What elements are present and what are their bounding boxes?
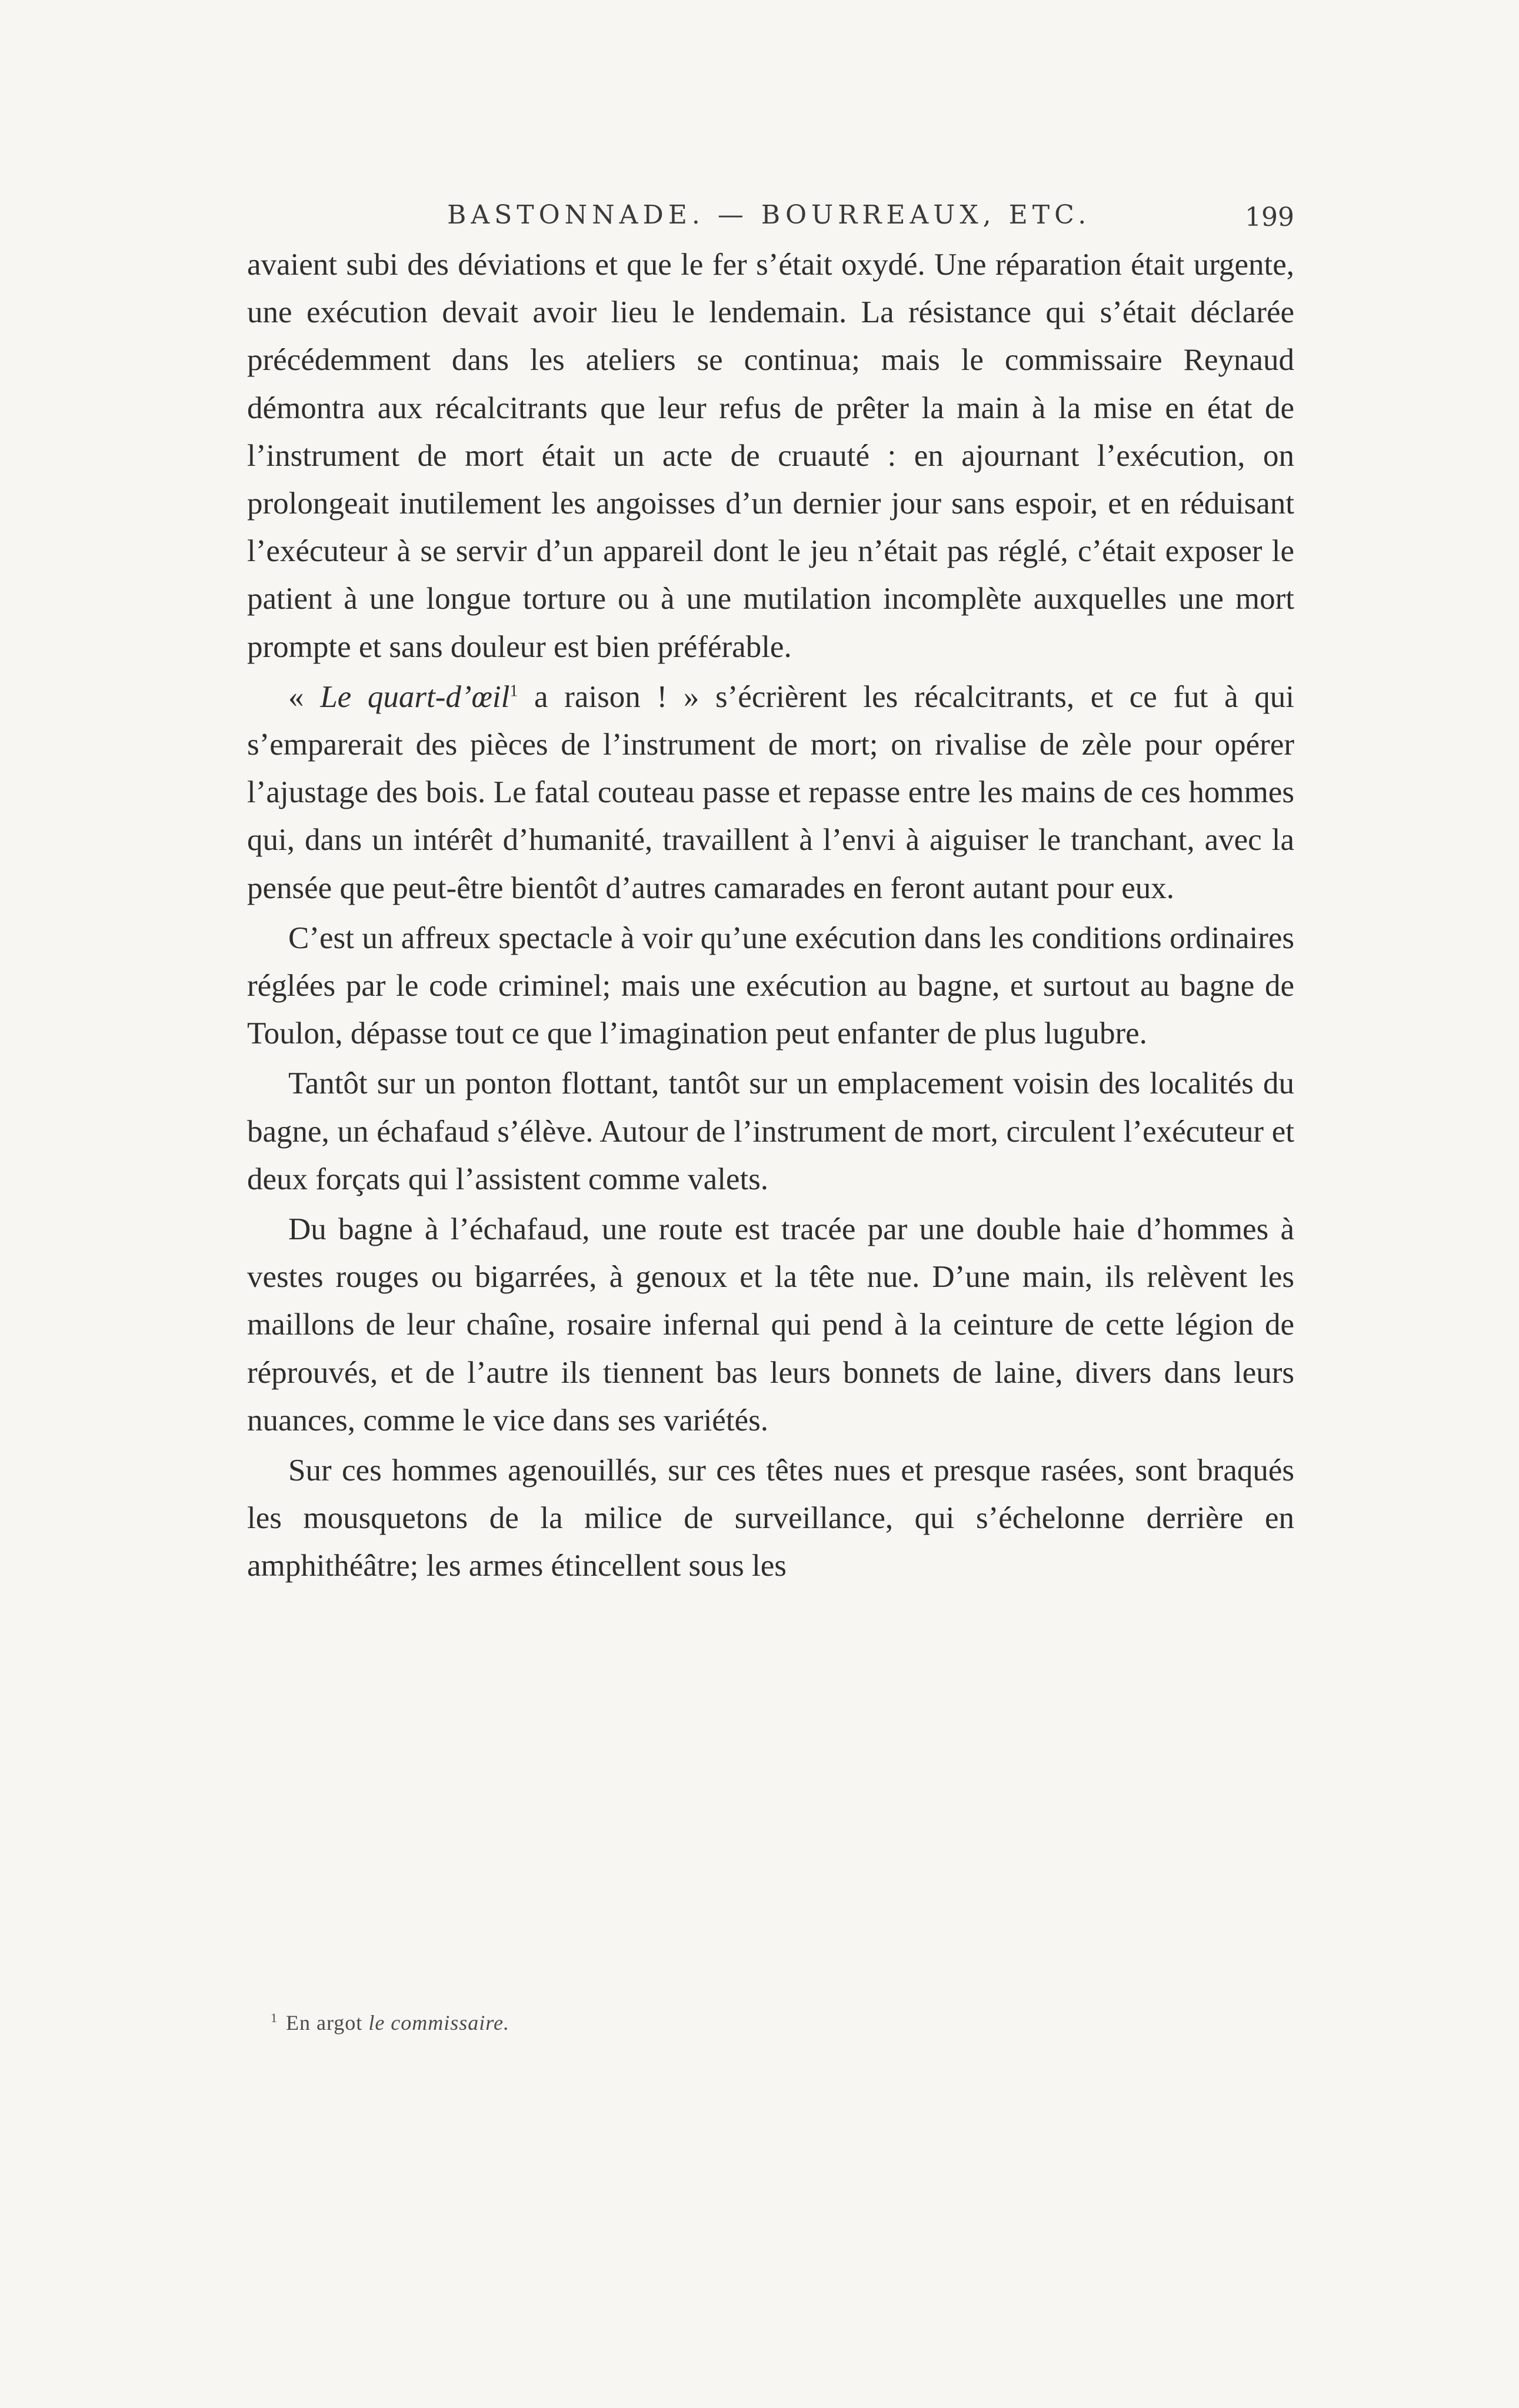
paragraph-1: avaient subi des déviations et que le fer s’était oxydé. Une réparation était urgente, une exécution devait avoir lieu le lendemain. La résistance qui s’était déclarée précédemment dans les ateliers se continua; mais le commissaire Reynaud démontra aux récalcitrants que leur refus de prêter la main à la mise en état de l’instrument de mort était un acte de cruauté : en ajournant l’exécution, on prolongeait inutilement les angoisses d’un dernier jour sans espoir, et en réduisant l’exécuteur à se servir d’un appareil dont le jeu n’était pas réglé, c’était exposer le patient à une longue torture ou à une mutilation incomplète auxquelles une mort prompte et sans douleur est bien préférable. (247, 248, 1294, 664)
italic-term: Le quart-d’œil (320, 679, 510, 714)
running-title: BASTONNADE. — BOURREAUX, ETC. (447, 200, 1091, 230)
paragraph-2-text: a raison ! » s’écrièrent les récalcitrants, et ce fut à qui s’emparerait des pièces de l’instrument de mort; on rivalise de zèle pour opérer l’ajustage des bois. Le fatal couteau passe et repasse entre les mains de ces hommes qui, dans un intérêt d’humanité, travaillent à l’envi à aiguiser le tranchant, avec la pensée que peut-être bientôt d’autres camarades en feront autant pour eux. (247, 679, 1295, 905)
footnote-reference: 1 (509, 682, 518, 701)
quote-open: « (288, 679, 321, 714)
footnote-marker: 1 (271, 2010, 278, 2025)
paragraph-2 (247, 673, 1294, 912)
paragraph-6: Sur ces hommes agenouillés, sur ces têtes nues et presque rasées, sont braqués les mousquetons de la milice de surveillance, qui s’échelonne derrière en amphithéâtre; les armes étincellent sous les (247, 1453, 1294, 1583)
body-text (247, 241, 1294, 1590)
paragraph-3: C’est un affreux spectacle à voir qu’une exécution dans les conditions ordinaires réglées par le code criminel; mais une exécution au bagne, et surtout au bagne de Toulon, dépasse tout ce que l’imagination peut enfanter de plus lugubre. (247, 920, 1294, 1051)
footnote-italic: le commissaire. (368, 2011, 509, 2035)
running-header (247, 200, 1294, 241)
paragraph-5: Du bagne à l’échafaud, une route est tracée par une double haie d’hommes à vestes rouges ou bigarrées, à genoux et la tête nue. D’une main, ils relèvent les maillons de leur chaîne, rosaire infernal qui pend à la ceinture de cette légion de réprouvés, et de l’autre ils tiennent bas leurs bonnets de laine, divers dans leurs nuances, comme le vice dans ses variétés. (247, 1212, 1294, 1438)
page-number: 199 (1245, 202, 1294, 232)
footnote-text: En argot (286, 2011, 369, 2035)
paragraph-4: Tantôt sur un ponton flottant, tantôt sur un emplacement voisin des localités du bagne, un échafaud s’élève. Autour de l’instrument de mort, circulent l’exécuteur et deux forçats qui l’assistent comme valets. (247, 1066, 1294, 1196)
footnote (271, 2010, 1271, 2035)
